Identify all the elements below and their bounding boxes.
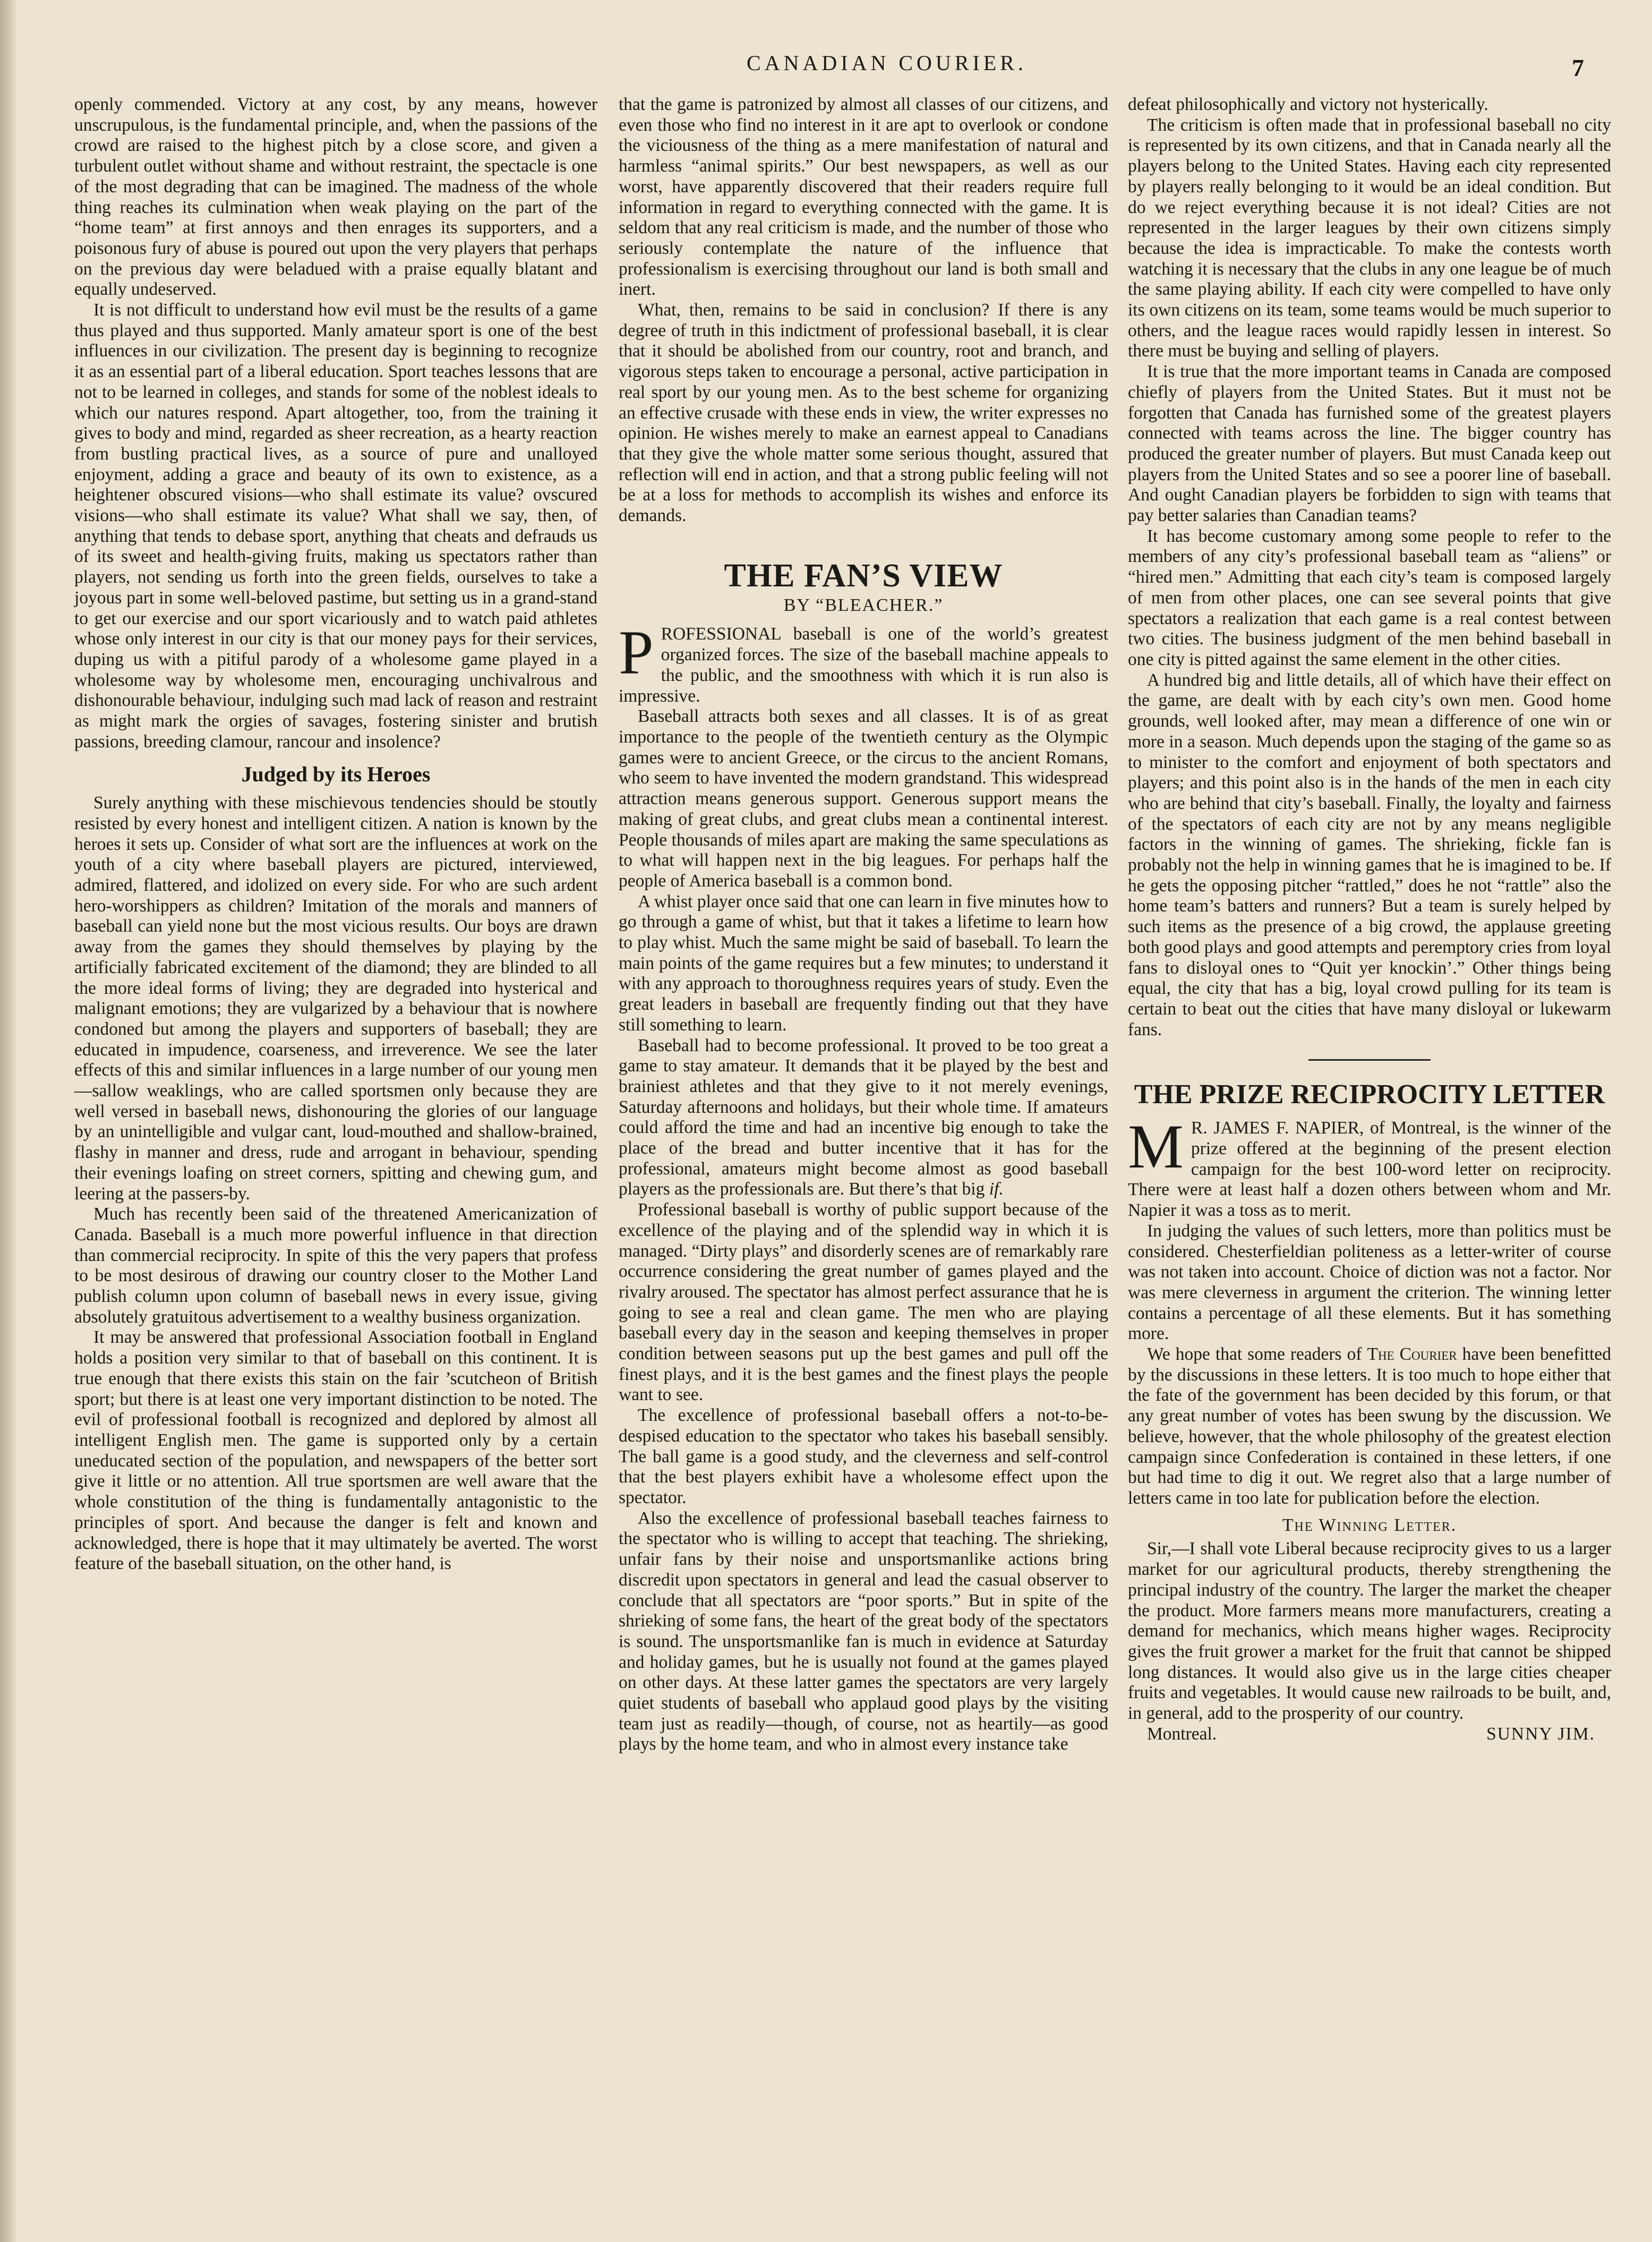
lead-paragraph — [619, 618, 1108, 706]
paragraph: What, then, remains to be said in conclusion? If there is any degree of truth in this indictment of professional baseball, it is clear that it should be abolished from our country, root and branch, and vigorous steps taken to encourage a personal, active participation in real sport by our young men. As to the best scheme for organizing an effective crusade with these ends in view, the writer expresses no opinion. He wishes merely to make an earnest appeal to Canadians that they give the whole matter some serious thought, assured that reflection will end in action, and that a strong public feeling will not be at a loss for methods to accomplish its wishes and enforce its demands. — [619, 300, 1108, 526]
paragraph: Surely anything with these mischievous tendencies should be stoutly resisted by every honest and intelligent citizen. A nation is known by the heroes it sets up. Consider of what sort are the influences at work on the youth of a city where baseball players are pictured, interviewed, admired, flattered, and idolized on every side. For who are such ardent hero-worshippers as children? Imitation of the morals and manners of baseball can yield none but the most vicious results. Our boys are drawn away from the games they should themselves by playing by the artificially fabricated excitement of the diamond; they are blinded to all the more ideal forms of living; they are degraded into hysterical and malignant emotions; they are vulgarized by a behaviour that is nowhere condoned but among the players and supporters of baseball; they are educated in impudence, coarseness, and irreverence. We see the later effects of this and similar influences in a large number of our young men—sallow weaklings, who are called sportsmen only because they are well versed in baseball news, dishonouring the glories of our language by an unintelligible and vulgar cant, loud-mouthed and shallow-brained, flashy in manner and dress, rude and arrogant in behaviour, spending their evenings loafing on street corners, spitting and chewing gum, and leering at the passers-by. — [74, 793, 597, 1204]
paragraph: A hundred big and little details, all of which have their effect on the game, are dealt with by each city’s own men. Good home grounds, well looked after, may mean a difference of one win or more in a season. Much depends upon the staging of the game so as to minister to the comfort and enjoyment of both spectators and players; and this point also is in the hands of the men in each city who are behind that city’s baseball. Finally, the loyalty and fairness of the spectators of each city are not by any means negligible factors in the winning of games. The shrieking, fickle fan is probably not the help in winning games that he is imagined to be. If he gets the opposing pitcher “rattled,” does he not “rattle” also the home team’s batters and runners? But a team is surely helped by such items as the presence of a big crowd, the applause greeting both good plays and good attempts and peremptory cries from loyal fans to disloyal ones to “Quit yer knockin’.” Other things being equal, the city that has a big, loyal crowd pulling for its team is certain to beat out the cities that have many disloyal or lukewarm fans. — [1128, 670, 1611, 1039]
paragraph-text: R. JAMES F. NAPIER, of Montreal, is the winner of the prize offered at the beginning of the present election campaign for the best 100-word letter on reciprocity. There were at least half a dozen others between whom and Mr. Napier it was a toss as to merit. — [1128, 1118, 1611, 1221]
paragraph-text: Baseball had to become professional. It proved to be too great a game to stay amateur. It demands that it be played by the best and brainiest athletes and that they give to it not merely evenings, Saturday afternoons and holidays, but their whole time. If amateurs could afford the time and had an incentive big enough to take the place of the bread and butter incentive that it has for the professional, amateurs might become almost as good baseball players as the professionals are. But there’s that big — [619, 1035, 1108, 1199]
byline: BY “BLEACHER.” — [783, 595, 944, 615]
paragraph: The excellence of professional baseball offers a not-to-be-despised education to the spectator who takes his baseball sensibly. The ball game is a good study, and the cleverness and self-control that the best players exhibit have a wholesome effect upon the spectator. — [619, 1405, 1108, 1507]
paragraph — [1128, 1344, 1611, 1509]
publication-name: The Courier — [1367, 1344, 1457, 1365]
paragraph: It has become customary among some people to refer to the members of any city’s professional baseball team as “aliens” or “hired men.” Admitting that each city’s team is composed largely of men from other places, one can see several points that give spectators a realization that each game is a real contest between two cities. The business judgment of the men behind baseball in one city is pitted against the same element in the other cities. — [1128, 526, 1611, 669]
article-title: THE PRIZE RECIPROCITY LETTER — [1134, 1079, 1605, 1110]
paragraph: defeat philosophically and victory not hysterically. — [1128, 95, 1488, 114]
binding-gutter — [0, 0, 16, 2242]
paragraph-text: ROFESSIONAL baseball is one of the world’s greatest organized forces. The size of the baseball machine appeals to the public, and the smoothness with which it is run also is impressive. — [619, 624, 1108, 706]
drop-cap: P — [619, 618, 654, 688]
paragraph: A whist player once said that one can learn in five minutes how to go through a game of whist, but that it takes a lifetime to learn how to play whist. Much the same might be said of baseball. To learn the main points of the game requires but a few minutes; to understand it with any approach to thoroughness requires years of study. Even the great leaders in baseball are frequently finding out that they have still something to learn. — [619, 891, 1108, 1035]
paragraph: Baseball attracts both sexes and all classes. It is of as great importance to the people of the twentieth century as the Olympic games were to ancient Greece, or the circus to the ancient Romans, who seem to have invented the modern grandstand. This widespread attraction means generous support. Generous support means the making of great clubs, and great clubs mean a continental interest. People thousands of miles apart are making the same speculations as to what will happen next in the big leagues. For perhaps half the people of America baseball is a common bond. — [619, 706, 1108, 891]
paragraph — [619, 1036, 1108, 1200]
column-1 — [74, 95, 597, 1574]
letter-signature: SUNNY JIM. — [1486, 1724, 1595, 1744]
letter-signoff — [1128, 1724, 1611, 1745]
lead-paragraph — [1128, 1112, 1611, 1221]
column-3 — [1128, 95, 1611, 1744]
paragraph-text: have been benefitted by the discussions in these letters. It is too much to hope either that the fate of the government has been decided by this forum, or that any great number of votes has been swung by the discussion. We believe, however, that the whole philosophy of the greatest election campaign since Confederation is contained in these letters, if one but had time to dig it out. We regret also that a large number of letters came in too late for publication before the election. — [1128, 1344, 1612, 1508]
section-divider — [1308, 1059, 1431, 1061]
letter-heading: The Winning Letter. — [1282, 1515, 1457, 1535]
paragraph: It may be answered that professional Association football in England holds a position very similar to that of baseball on this continent. It is true enough that there exists this stain on the fair ’scutcheon of British sport; but there is at least one very important distinction to be noted. The evil of professional football is recognized and deplored by almost all intelligent English men. The game is supported only by a certain uneducated section of the population, and newspapers of the better sort give it little or no attention. All true sportsmen are well aware that the whole constitution of the thing is fundamentally antagonistic to the principles of sport. And because the danger is felt and known and acknowledged, there is hope that it may ultimately be averted. The worst feature of the baseball situation, on the other hand, is — [74, 1327, 597, 1574]
letter-place: Montreal. — [1147, 1724, 1217, 1744]
article-title: THE FAN’S VIEW — [724, 557, 1003, 594]
paragraph: It is not difficult to understand how evil must be the results of a game thus played and thus supported. Manly amateur sport is one of the best influences in our civilization. The present day is beginning to recognize it as an essential part of a liberal education. Sport teaches lessons that are not to be learned in colleges, and stands for some of the noblest ideals to which our natures respond. Apart altogether, too, from the training it gives to body and mind, regarded as sheer recreation, as a hearty reaction from bustling practical lives, as a source of pure and unalloyed enjoyment, adding a grace and beauty of its own to existence, as a heightener obscured visions—who shall estimate its value? ovscured visions—who shall estimate its value? What shall we say, then, of anything that tends to debase sport, anything that cheats and defrauds us of its sweet and health-giving fruits, making us spectators rather than players, not sending us forth into the green fields, ourselves to take a joyous part in some well-beloved pastime, but setting us in a grand-stand to get our exercise and our sport vicariously and to watch paid athletes whose only interest in our city is that our money pays for their services, duping us with a pitiful parody of a wholesome game played in a wholesome way by wholesome men, encouraging unchivalrous and dishonourable behaviour, indulging such mad lack of reason and restraint as might mark the orgies of savages, fostering sinister and brutish passions, breeding clamour, rancour and insolence? — [74, 300, 597, 752]
paragraph: Professional baseball is worthy of public support because of the excellence of the playing and of the splendid way in which it is managed. “Dirty plays” and disorderly scenes are of remarkably rare occurrence considering the great number of games played and the rivalry aroused. The spectator has almost perfect assurance that he is going to see a real and clean game. The men who are playing baseball every day in the season and keeping themselves in proper condition between seasons put up the best games and pull off the finest plays, and it is the best games and the finest plays the people want to see. — [619, 1200, 1108, 1405]
column-2 — [619, 95, 1108, 1755]
page-number: 7 — [1572, 54, 1584, 81]
page-header — [0, 50, 1652, 82]
paragraph: In judging the values of such letters, more than politics must be considered. Chesterfieldian politeness as a letter-writer of course was not taken into account. Choice of diction was not a factor. Nor was mere cleverness in argument the criterion. The winning letter contains a percentage of all these elements. But it has something more. — [1128, 1221, 1611, 1344]
paragraph: Much has recently been said of the threatened Americanization of Canada. Baseball is a much more powerful influence in that direction than commercial reciprocity. In spite of this the very papers that profess to be most desirous of drawing our country closer to the Mother Land publish column upon column of baseball news in every issue, giving absolutely gratuitous advertisement to a wealthy business organization. — [74, 1204, 597, 1327]
running-head: CANADIAN COURIER. — [747, 51, 1027, 75]
paragraph: Also the excellence of professional baseball teaches fairness to the spectator who is willing to accept that teaching. The shrieking, unfair fans by their noise and unsportsmanlike actions bring discredit upon spectators in general and lead the casual observer to conclude that all spectators are “poor sports.” But in spite of the shrieking of some fans, the heart of the great body of the spectators is sound. The unsportsmanlike fan is much in evidence at Saturday and holiday games, but he is usually not found at the games played on other days. At these latter games the spectators are very largely quiet students of baseball who applaud good plays by the visiting team just as readily—though, of course, not as heartily—as good plays by the home team, and who in almost every instance take — [619, 1508, 1108, 1754]
paragraph: that the game is patronized by almost all classes of our citizens, and even those who find no interest in it are apt to overlook or condone the viciousness of the thing as a mere manifestation of natural and harmless “animal spirits.” Our best newspapers, as well as our worst, have apparently discovered that their readers require full information in regard to everything connected with the game. It is seldom that any real criticism is made, and the number of those who seriously contemplate the nature of the influence that professionalism is exercising throughout our land is both small and inert. — [619, 95, 1108, 300]
subheading: Judged by its Heroes — [241, 762, 431, 786]
drop-cap: M — [1128, 1112, 1184, 1182]
paragraph-text: We hope that some readers of — [1147, 1344, 1362, 1365]
paragraph: It is true that the more important teams in Canada are composed chiefly of players from the United States. But it must not be forgotten that Canada has furnished some of the greatest players connected with teams across the line. The bigger country has produced the greater number of players. But must Canada keep out players from the United States and so see a poorer line of baseball. And ought Canadian players be forbidden to sign with teams that pay better salaries than Canadian teams? — [1128, 362, 1611, 526]
emphasis: if. — [989, 1179, 1004, 1199]
paragraph: The criticism is often made that in professional baseball no city is represented by its own citizens, and that in Canada nearly all the players belong to the United States. Having each city represented by players really belonging to it would be an ideal condition. But do we reject everything because it is not ideal? Cities are not represented in the larger leagues by their own citizens simply because the idea is impracticable. To make the contests worth watching it is necessary that the clubs in any one league be of much the same playing ability. If each city were compelled to have only its own citizens on its team, some teams would be much superior to others, and the league races would rapidly lessen in interest. So there must be buying and selling of players. — [1128, 115, 1611, 361]
paragraph: openly commended. Victory at any cost, by any means, however unscrupulous, is the fundamental principle, and, when the passions of the crowd are raised to the highest pitch by a close score, and given a turbulent outlet without shame and without restraint, the spectacle is one of the most degrading that can be imagined. The madness of the whole thing reaches its culmination when weak playing on the part of the “home team” at first annoys and then enrages its supporters, and a poisonous fury of abuse is poured out upon the very players that perhaps on the previous day were beladued with a praise equally blatant and equally undeserved. — [74, 95, 597, 300]
letter-body: Sir,—I shall vote Liberal because reciprocity gives to us a larger market for our agricultural products, thereby strengthening the principal industry of the country. The larger the market the cheaper the product. More farmers means more manufacturers, creating a demand for mechanics, which means higher wages. Reciprocity gives the fruit grower a market for the fruit that cannot be shipped long distances. It would also give us in the large cities cheaper fruits and vegetables. It would cause new railroads to be built, and, in general, add to the prosperity of our country. — [1128, 1539, 1611, 1724]
